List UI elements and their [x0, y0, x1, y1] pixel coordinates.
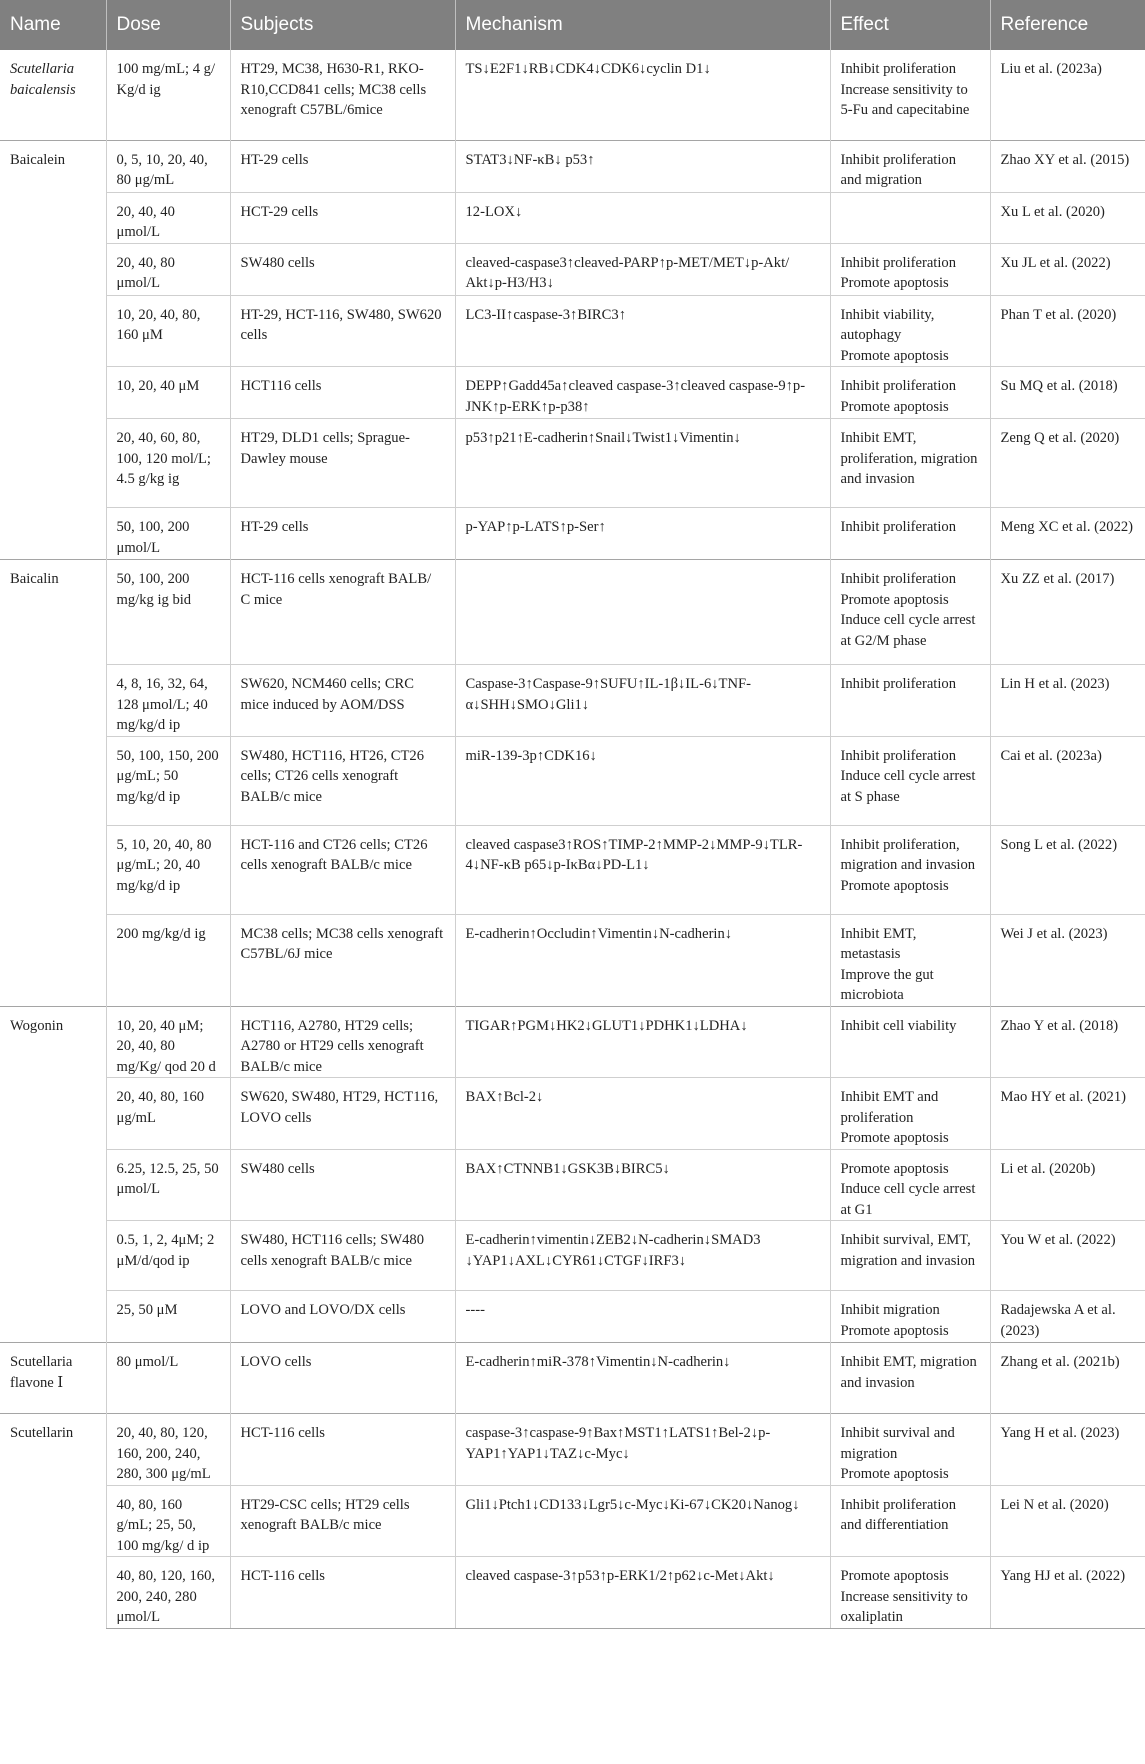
- effect-line: Inhibit proliferation: [840, 747, 957, 764]
- effect-line: Induce cell cycle arrest at G2/M phase: [840, 612, 976, 649]
- mechanism-cell: cleaved-caspase3↑cleaved-PARP↑p-MET/MET↓p-Akt/ Akt↓p-H3/H3↓: [455, 243, 830, 295]
- mechanism-cell: STAT3↓NF-κB↓ p53↑: [455, 140, 830, 192]
- effect-line: Promote apoptosis: [840, 398, 949, 415]
- header-row: [0, 0, 1145, 50]
- subjects-cell: HT29, MC38, H630-R1, RKO-R10,CCD841 cells; MC38 cells xenograft C57BL/6mice: [230, 50, 455, 140]
- reference-cell: You W et al. (2022): [990, 1221, 1145, 1291]
- table-row: [0, 914, 1145, 1006]
- effect-line: Promote apoptosis: [840, 1568, 949, 1584]
- compound-name-cell: Scutellarin: [0, 1414, 106, 1629]
- dose-cell: 20, 40, 80 μmol/L: [106, 243, 230, 295]
- effect-cell: [830, 560, 990, 665]
- subjects-cell: SW480, HCT116 cells; SW480 cells xenograft BALB/c mice: [230, 1221, 455, 1291]
- subjects-cell: MC38 cells; MC38 cells xenograft C57BL/6J mice: [230, 914, 455, 1006]
- dose-cell: 0.5, 1, 2, 4μM; 2 μM/d/qod ip: [106, 1221, 230, 1291]
- effect-line: Inhibit proliferation, migration and invasion: [840, 836, 976, 873]
- effect-cell: [830, 665, 990, 737]
- table-row: [0, 419, 1145, 508]
- effect-line: Inhibit proliferation and differentiation: [840, 1496, 957, 1533]
- subjects-cell: HCT-29 cells: [230, 192, 455, 243]
- reference-cell: Cai et al. (2023a): [990, 736, 1145, 825]
- header-reference: Reference: [990, 0, 1145, 50]
- reference-cell: Yang HJ et al. (2022): [990, 1557, 1145, 1629]
- subjects-cell: HCT-116 cells xenograft BALB/ C mice: [230, 560, 455, 665]
- table-row: [0, 50, 1145, 140]
- effect-line: Inhibit EMT, proliferation, migration and invasion: [840, 430, 978, 487]
- effect-line: Inhibit survival and migration: [840, 1425, 955, 1462]
- effect-line: Induce cell cycle arrest at G1: [840, 1181, 976, 1218]
- effect-line: Inhibit viability, autophagy: [840, 306, 935, 343]
- mechanism-cell: E-cadherin↑miR-378↑Vimentin↓N-cadherin↓: [455, 1343, 830, 1414]
- effect-cell: [830, 914, 990, 1006]
- table-row: [0, 1485, 1145, 1557]
- effect-line: Promote apoptosis: [840, 1130, 949, 1146]
- dose-cell: 50, 100, 150, 200 μg/mL; 50 mg/kg/d ip: [106, 736, 230, 825]
- table-row: [0, 1006, 1145, 1078]
- effect-line: Inhibit migration: [840, 1302, 940, 1318]
- compound-name-cell: Baicalin: [0, 560, 106, 1007]
- subjects-cell: HT29, DLD1 cells; Sprague-Dawley mouse: [230, 419, 455, 508]
- table-row: [0, 560, 1145, 665]
- mechanism-cell: miR-139-3p↑CDK16↓: [455, 736, 830, 825]
- subjects-cell: SW620, SW480, HT29, HCT116, LOVO cells: [230, 1078, 455, 1150]
- reference-cell: Lei N et al. (2020): [990, 1485, 1145, 1557]
- effect-line: Improve the gut microbiota: [840, 966, 934, 1003]
- effect-line: Inhibit proliferation: [840, 61, 957, 77]
- header-subjects: Subjects: [230, 0, 455, 50]
- dose-cell: 6.25, 12.5, 25, 50 μmol/L: [106, 1149, 230, 1221]
- table-body: [0, 50, 1145, 1628]
- table-row: [0, 1343, 1145, 1414]
- mechanism-cell: DEPP↑Gadd45a↑cleaved caspase-3↑cleaved caspase-9↑p-JNK↑p-ERK↑p-p38↑: [455, 367, 830, 419]
- subjects-cell: SW620, NCM460 cells; CRC mice induced by AOM/DSS: [230, 665, 455, 737]
- mechanism-cell: TIGAR↑PGM↓HK2↓GLUT1↓PDHK1↓LDHA↓: [455, 1006, 830, 1078]
- dose-cell: 20, 40, 40 μmol/L: [106, 192, 230, 243]
- effect-line: Inhibit proliferation: [840, 571, 957, 587]
- dose-cell: 200 mg/kg/d ig: [106, 914, 230, 1006]
- dose-cell: 4, 8, 16, 32, 64, 128 μmol/L; 40 mg/kg/d ip: [106, 665, 230, 737]
- effect-line: Promote apoptosis: [840, 347, 949, 364]
- reference-cell: Wei J et al. (2023): [990, 914, 1145, 1006]
- reference-cell: Zhao Y et al. (2018): [990, 1006, 1145, 1078]
- reference-cell: Xu JL et al. (2022): [990, 243, 1145, 295]
- table-row: [0, 1078, 1145, 1150]
- compound-name-cell: Scutellaria baicalensis: [10, 61, 76, 98]
- reference-cell: Mao HY et al. (2021): [990, 1078, 1145, 1150]
- dose-cell: 50, 100, 200 mg/kg ig bid: [106, 560, 230, 665]
- subjects-cell: LOVO and LOVO/DX cells: [230, 1291, 455, 1343]
- subjects-cell: SW480 cells: [230, 243, 455, 295]
- header-dose: Dose: [106, 0, 230, 50]
- mechanism-cell: E-cadherin↑Occludin↑Vimentin↓N-cadherin↓: [455, 914, 830, 1006]
- reference-cell: Li et al. (2020b): [990, 1149, 1145, 1221]
- reference-cell: Zeng Q et al. (2020): [990, 419, 1145, 508]
- reference-cell: Liu et al. (2023a): [990, 50, 1145, 140]
- dose-cell: 0, 5, 10, 20, 40, 80 μg/mL: [106, 140, 230, 192]
- effect-line: Inhibit EMT, migration and invasion: [840, 1354, 977, 1391]
- effect-line: Inhibit EMT, metastasis: [840, 925, 917, 962]
- reference-cell: Phan T et al. (2020): [990, 295, 1145, 367]
- dose-cell: 10, 20, 40 μM: [106, 367, 230, 419]
- table-row: [0, 295, 1145, 367]
- effect-cell: [830, 419, 990, 508]
- table-row: [0, 1414, 1145, 1486]
- reference-cell: Lin H et al. (2023): [990, 665, 1145, 737]
- effect-cell: [830, 508, 990, 560]
- effect-line: Inhibit proliferation: [840, 676, 957, 692]
- effect-line: Inhibit proliferation and migration: [840, 151, 957, 188]
- subjects-cell: HT29-CSC cells; HT29 cells xenograft BALB/c mice: [230, 1485, 455, 1557]
- effect-cell: [830, 1006, 990, 1078]
- dose-cell: 80 μmol/L: [106, 1343, 230, 1414]
- effect-cell: [830, 1221, 990, 1291]
- dose-cell: 20, 40, 80, 160 μg/mL: [106, 1078, 230, 1150]
- reference-cell: Xu L et al. (2020): [990, 192, 1145, 243]
- effect-line: Promote apoptosis: [840, 1160, 949, 1177]
- dose-cell: 40, 80, 160 g/mL; 25, 50, 100 mg/kg/ d ip: [106, 1485, 230, 1557]
- subjects-cell: HT-29 cells: [230, 508, 455, 560]
- effect-cell: [830, 736, 990, 825]
- mechanism-cell: 12-LOX↓: [455, 192, 830, 243]
- effect-cell: [830, 140, 990, 192]
- dose-cell: 25, 50 μM: [106, 1291, 230, 1343]
- subjects-cell: HT-29 cells: [230, 140, 455, 192]
- effect-line: Promote apoptosis: [840, 591, 949, 608]
- reference-cell: Su MQ et al. (2018): [990, 367, 1145, 419]
- effect-line: Promote apoptosis: [840, 275, 949, 291]
- subjects-cell: HCT116 cells: [230, 367, 455, 419]
- effect-line: Promote apoptosis: [840, 877, 949, 894]
- dose-cell: 20, 40, 80, 120, 160, 200, 240, 280, 300 μg/mL: [106, 1414, 230, 1486]
- table-row: [0, 736, 1145, 825]
- effect-line: Increase sensitivity to oxaliplatin: [840, 1588, 968, 1625]
- mechanism-cell: ----: [455, 1291, 830, 1343]
- reference-cell: Yang H et al. (2023): [990, 1414, 1145, 1486]
- compound-name-cell: Baicalein: [0, 140, 106, 560]
- table-row: [0, 665, 1145, 737]
- mechanism-cell: cleaved caspase-3↑p53↑p-ERK1/2↑p62↓c-Met↓Akt↓: [455, 1557, 830, 1629]
- subjects-cell: HCT-116 cells: [230, 1414, 455, 1486]
- table-row: [0, 825, 1145, 914]
- effect-cell: [830, 1078, 990, 1150]
- reference-cell: Zhang et al. (2021b): [990, 1343, 1145, 1414]
- mechanism-cell: Gli1↓Ptch1↓CD133↓Lgr5↓c-Myc↓Ki-67↓CK20↓Nanog↓: [455, 1485, 830, 1557]
- table-row: [0, 1557, 1145, 1629]
- effect-line: Inhibit proliferation: [840, 378, 957, 394]
- table-row: [0, 1291, 1145, 1343]
- effect-line: Promote apoptosis: [840, 1466, 949, 1482]
- effect-line: Inhibit cell viability: [840, 1017, 957, 1034]
- dose-cell: 10, 20, 40 μM; 20, 40, 80 mg/Kg/ qod 20 d: [106, 1006, 230, 1078]
- mechanism-cell: TS↓E2F1↓RB↓CDK4↓CDK6↓cyclin D1↓: [455, 50, 830, 140]
- reference-cell: Zhao XY et al. (2015): [990, 140, 1145, 192]
- dose-cell: 5, 10, 20, 40, 80 μg/mL; 20, 40 mg/kg/d ip: [106, 825, 230, 914]
- effect-line: Increase sensitivity to 5-Fu and capecitabine: [840, 81, 970, 118]
- reference-cell: Meng XC et al. (2022): [990, 508, 1145, 560]
- table-row: [0, 1221, 1145, 1291]
- mechanism-cell: caspase-3↑caspase-9↑Bax↑MST1↑LATS1↑Bel-2↓p-YAP1↑YAP1↓TAZ↓c-Myc↓: [455, 1414, 830, 1486]
- dose-cell: 40, 80, 120, 160, 200, 240, 280 μmol/L: [106, 1557, 230, 1629]
- header-effect: Effect: [830, 0, 990, 50]
- compound-name-cell: Scutellaria flavone Ⅰ: [0, 1343, 106, 1414]
- subjects-cell: SW480, HCT116, HT26, CT26 cells; CT26 cells xenograft BALB/c mice: [230, 736, 455, 825]
- effect-cell: [830, 1343, 990, 1414]
- effect-line: Inhibit proliferation: [840, 254, 957, 271]
- table-row: [0, 243, 1145, 295]
- effect-cell: [830, 367, 990, 419]
- effect-cell: [830, 50, 990, 140]
- mechanism-cell: p53↑p21↑E-cadherin↑Snail↓Twist1↓Vimentin↓: [455, 419, 830, 508]
- effect-cell: [830, 825, 990, 914]
- table-row: [0, 192, 1145, 243]
- subjects-cell: HCT116, A2780, HT29 cells; A2780 or HT29 cells xenograft BALB/c mice: [230, 1006, 455, 1078]
- mechanism-cell: Caspase-3↑Caspase-9↑SUFU↑IL-1β↓IL-6↓TNF-α↓SHH↓SMO↓Gli1↓: [455, 665, 830, 737]
- reference-cell: Xu ZZ et al. (2017): [990, 560, 1145, 665]
- mechanism-cell: BAX↑Bcl-2↓: [455, 1078, 830, 1150]
- effect-cell: [830, 1485, 990, 1557]
- effect-cell: [830, 1149, 990, 1221]
- effect-line: Promote apoptosis: [840, 1322, 949, 1339]
- table-row: [0, 140, 1145, 192]
- header-mechanism: Mechanism: [455, 0, 830, 50]
- table-row: [0, 367, 1145, 419]
- effect-cell: [830, 295, 990, 367]
- reference-cell: Radajewska A et al. (2023): [990, 1291, 1145, 1343]
- dose-cell: 10, 20, 40, 80, 160 μM: [106, 295, 230, 367]
- mechanism-cell: cleaved caspase3↑ROS↑TIMP-2↑MMP-2↓MMP-9↓TLR-4↓NF-κB p65↓p-IκBα↓PD-L1↓: [455, 825, 830, 914]
- effect-line: Inhibit survival, EMT, migration and invasion: [840, 1232, 976, 1269]
- effect-cell: [830, 243, 990, 295]
- effect-cell: [830, 1414, 990, 1486]
- subjects-cell: HCT-116 and CT26 cells; CT26 cells xenograft BALB/c mice: [230, 825, 455, 914]
- effect-cell: [830, 192, 990, 243]
- reference-cell: Song L et al. (2022): [990, 825, 1145, 914]
- subjects-cell: HT-29, HCT-116, SW480, SW620 cells: [230, 295, 455, 367]
- mechanism-cell: p-YAP↑p-LATS↑p-Ser↑: [455, 508, 830, 560]
- mechanism-cell: LC3-II↑caspase-3↑BIRC3↑: [455, 295, 830, 367]
- effect-cell: [830, 1557, 990, 1629]
- subjects-cell: HCT-116 cells: [230, 1557, 455, 1629]
- subjects-cell: LOVO cells: [230, 1343, 455, 1414]
- effect-line: Inhibit proliferation: [840, 519, 957, 535]
- header-name: Name: [0, 0, 106, 50]
- subjects-cell: SW480 cells: [230, 1149, 455, 1221]
- effect-cell: [830, 1291, 990, 1343]
- dose-cell: 100 mg/mL; 4 g/ Kg/d ig: [106, 50, 230, 140]
- table-row: [0, 508, 1145, 560]
- dose-cell: 20, 40, 60, 80, 100, 120 mol/L; 4.5 g/kg ig: [106, 419, 230, 508]
- dose-cell: 50, 100, 200 μmol/L: [106, 508, 230, 560]
- mechanism-cell: BAX↑CTNNB1↓GSK3B↓BIRC5↓: [455, 1149, 830, 1221]
- compound-name-cell: Wogonin: [0, 1006, 106, 1343]
- table-row: [0, 1149, 1145, 1221]
- effect-line: Induce cell cycle arrest at S phase: [840, 768, 976, 805]
- effect-line: Inhibit EMT and proliferation: [840, 1089, 939, 1126]
- mechanism-cell: E-cadherin↑vimentin↓ZEB2↓N-cadherin↓SMAD3 ↓YAP1↓AXL↓CYR61↓CTGF↓IRF3↓: [455, 1221, 830, 1291]
- mechanism-cell: [455, 560, 830, 665]
